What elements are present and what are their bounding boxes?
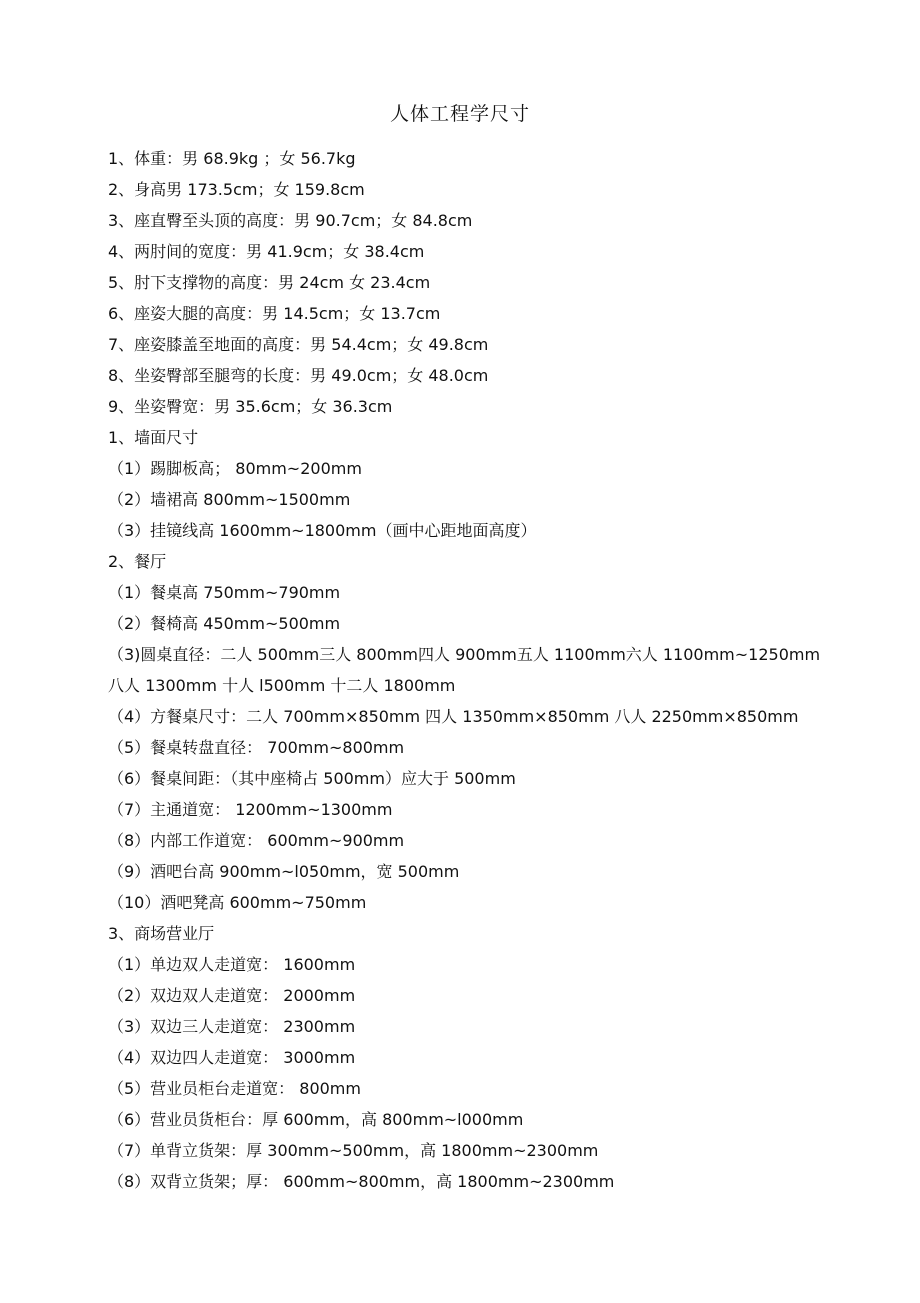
text-line: （9）酒吧台高 900mm~l050mm，宽 500mm <box>108 862 460 881</box>
text-line: 9、坐姿臀宽：男 35.6cm；女 36.3cm <box>108 397 393 416</box>
text-line: （2）双边双人走道宽： 2000mm <box>108 986 356 1005</box>
text-line: （3）挂镜线高 1600mm~1800mm（画中心距地面高度） <box>108 521 537 540</box>
text-line: （1）踢脚板高； 80mm~200mm <box>108 459 362 478</box>
text-line: （5）营业员柜台走道宽： 800mm <box>108 1079 361 1098</box>
text-line: （6）餐桌间距：（其中座椅占 500mm）应大于 500mm <box>108 769 516 788</box>
text-line: 7、座姿膝盖至地面的高度：男 54.4cm；女 49.8cm <box>108 335 489 354</box>
text-line: 8、坐姿臀部至腿弯的长度：男 49.0cm；女 48.0cm <box>108 366 489 385</box>
text-line: （7）单背立货架：厚 300mm~500mm，高 1800mm~2300mm <box>108 1141 599 1160</box>
text-line: （2）墙裙高 800mm~1500mm <box>108 490 351 509</box>
text-line: 5、肘下支撑物的高度：男 24cm 女 23.4cm <box>108 273 431 292</box>
text-line: （4）双边四人走道宽： 3000mm <box>108 1048 356 1067</box>
text-line: （8）内部工作道宽： 600mm~900mm <box>108 831 405 850</box>
document-body <box>108 143 821 1197</box>
text-line: 2、餐厅 <box>108 552 167 571</box>
text-line: （6）营业员货柜台：厚 600mm，高 800mm~l000mm <box>108 1110 524 1129</box>
text-line: （8）双背立货架；厚： 600mm~800mm，高 1800mm~2300mm <box>108 1172 615 1191</box>
text-line: 3、商场营业厅 <box>108 924 215 943</box>
text-line: 3、座直臀至头顶的高度：男 90.7cm；女 84.8cm <box>108 211 473 230</box>
text-line: 2、身高男 173.5cm；女 159.8cm <box>108 180 365 199</box>
text-line: （4）方餐桌尺寸：二人 700mm×850mm 四人 1350mm×850mm 八人 2250mm×850mm <box>108 707 799 726</box>
text-line: （3）双边三人走道宽： 2300mm <box>108 1017 356 1036</box>
text-line: （10）酒吧凳高 600mm~750mm <box>108 893 367 912</box>
text-line: （7）主通道宽： 1200mm~1300mm <box>108 800 393 819</box>
text-line: （1）餐桌高 750mm~790mm <box>108 583 341 602</box>
text-line: 6、座姿大腿的高度：男 14.5cm；女 13.7cm <box>108 304 441 323</box>
text-line: （3)圆桌直径：二人 500mm三人 800mm四人 900mm五人 1100mm六人 1100mm~1250mm <box>108 645 821 664</box>
text-line: （2）餐椅高 450mm~500mm <box>108 614 341 633</box>
document-title: 人体工程学尺寸 <box>389 103 530 125</box>
text-line: 1、体重：男 68.9kg ；女 56.7kg <box>108 149 356 168</box>
text-line: （1）单边双人走道宽： 1600mm <box>108 955 356 974</box>
text-line: （5）餐桌转盘直径： 700mm~800mm <box>108 738 405 757</box>
text-line: 1、墙面尺寸 <box>108 428 199 447</box>
text-line: 4、两肘间的宽度：男 41.9cm；女 38.4cm <box>108 242 425 261</box>
text-line: 八人 1300mm 十人 l500mm 十二人 1800mm <box>108 676 456 695</box>
